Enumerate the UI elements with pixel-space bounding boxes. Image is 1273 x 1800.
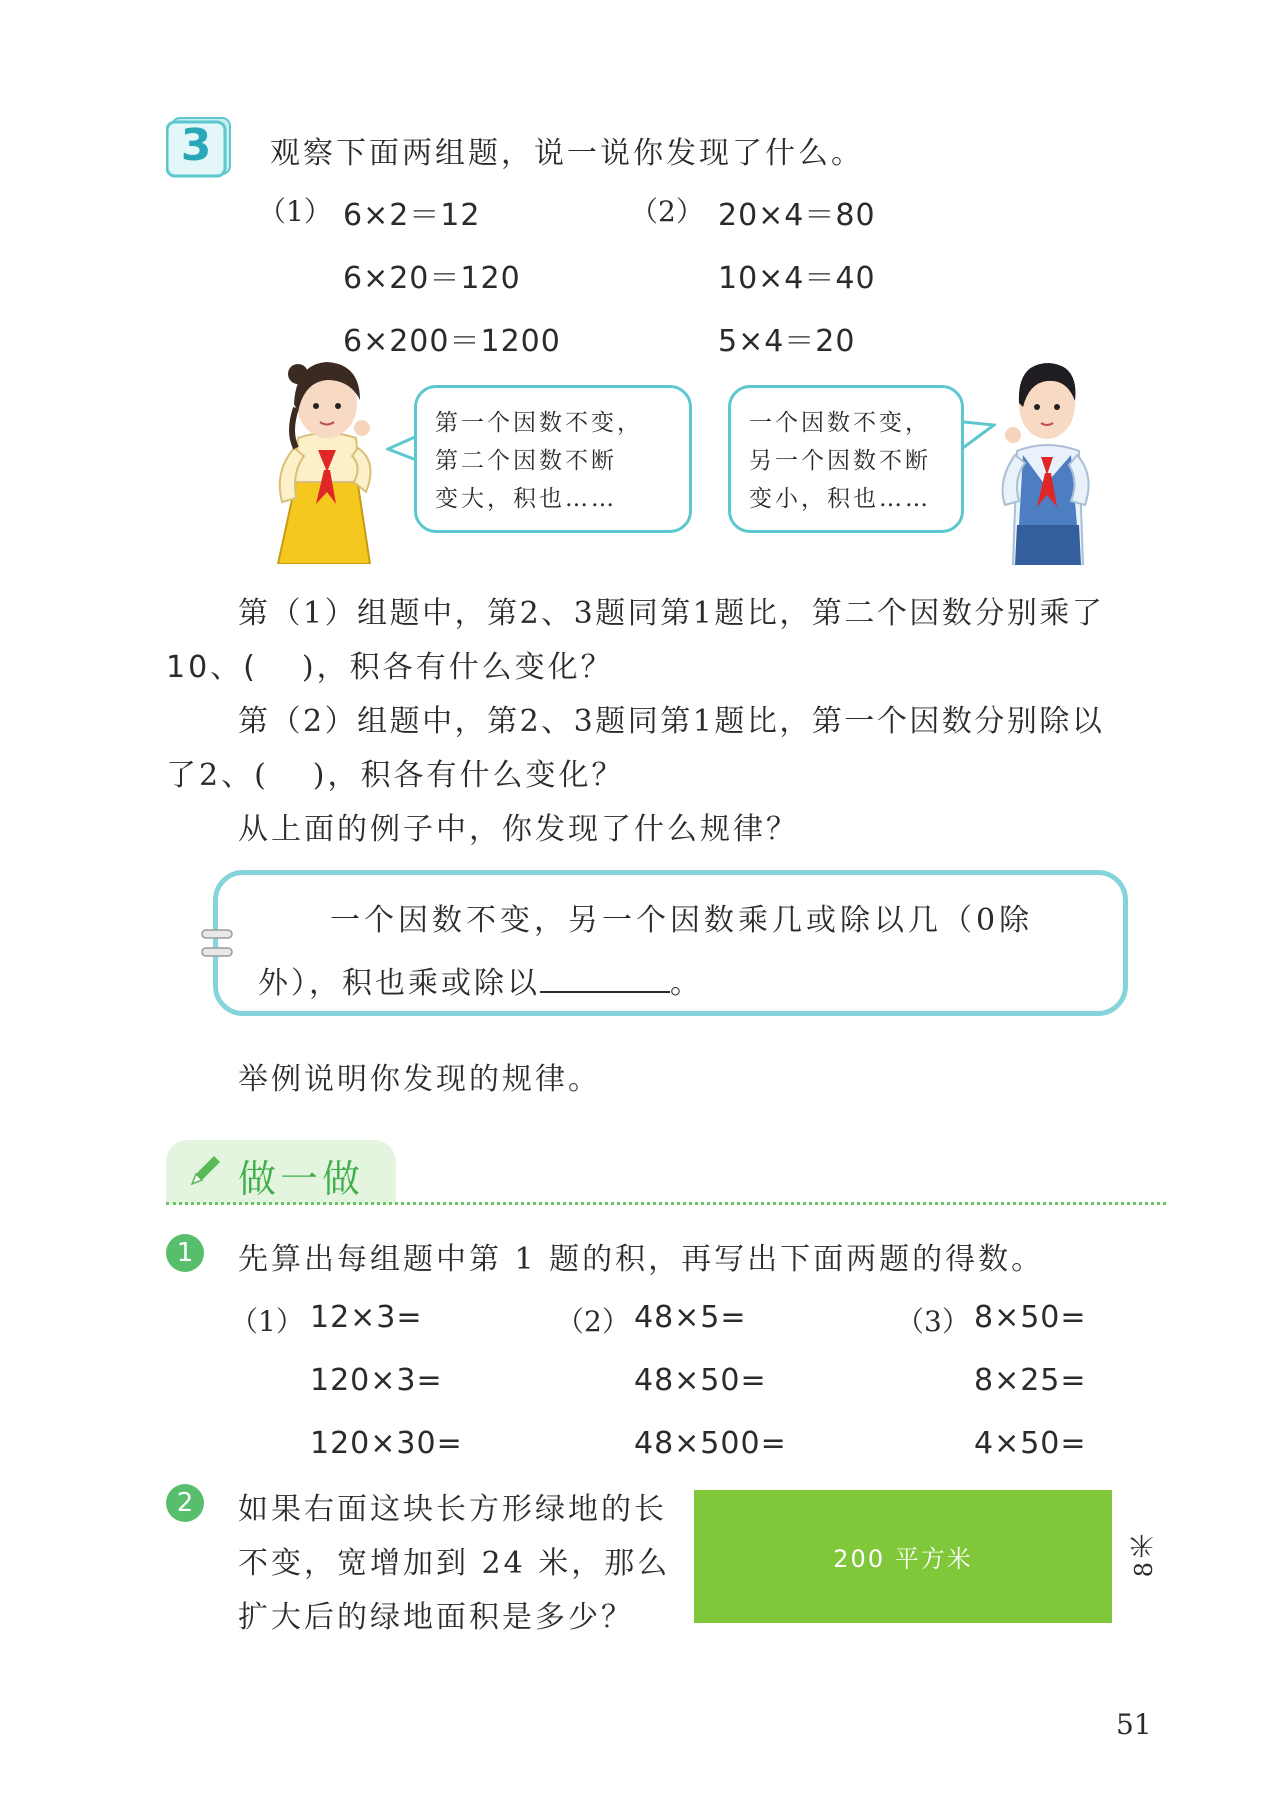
group2-equation-3: 5×4＝20 — [718, 324, 856, 359]
bubble-girl-line-1: 第一个因数不变， — [435, 410, 643, 436]
q1-group1-item-3: 120×30= — [310, 1426, 463, 1461]
practice-q2-line-2: 不变，宽增加到 24 米，那么 — [238, 1546, 671, 1581]
group2-equation-2: 10×4＝40 — [718, 261, 876, 296]
group2-label: （2） — [630, 195, 704, 228]
bubble-boy — [728, 385, 964, 533]
q1-group2-item-1: 48×5= — [634, 1300, 747, 1335]
bubble-boy-line-1: 一个因数不变， — [749, 410, 931, 436]
rule-line2-end: 。 — [670, 966, 703, 1001]
bubble-boy-line-3: 变小，积也…… — [749, 486, 931, 512]
q1-group2-item-2: 48×50= — [634, 1363, 767, 1398]
question2-line2-end: )，积各有什么变化？ — [312, 758, 625, 793]
rule-line1: 一个因数不变，另一个因数乘几或除以几（0除 — [330, 903, 1034, 938]
question1-line2 — [166, 642, 614, 686]
practice-q2-line-1: 如果右面这块长方形绿地的长 — [238, 1492, 667, 1527]
example-prompt-text: 举例说明你发现的规律。 — [238, 1062, 601, 1097]
width-label: 8米 — [1130, 1530, 1158, 1578]
group2-equation-1: 20×4＝80 — [718, 198, 876, 233]
q1-group2-label: （2） — [556, 1305, 630, 1338]
question2-line2 — [166, 750, 625, 794]
boy-illustration — [995, 355, 1100, 565]
question1-line2-end: )，积各有什么变化？ — [301, 650, 614, 685]
practice-q1-number: 1 — [166, 1234, 204, 1272]
question2-line2-start: 了2、( — [166, 758, 269, 793]
q1-group3-item-3: 4×50= — [974, 1426, 1087, 1461]
example-number: 3 — [180, 120, 212, 171]
group1-equation-2: 6×20＝120 — [343, 261, 521, 296]
rule-line2-start: 外），积也乘或除以 — [258, 966, 540, 1001]
bubble-boy-line-2: 另一个因数不断 — [749, 448, 931, 474]
girl-illustration — [270, 352, 388, 564]
pencil-icon — [186, 1152, 224, 1190]
question3: 从上面的例子中，你发现了什么规律？ — [238, 812, 799, 847]
bubble-girl-line-3: 变大，积也…… — [435, 486, 617, 512]
bubble-girl — [414, 385, 692, 533]
bubble-girl-line-2: 第二个因数不断 — [435, 448, 617, 474]
green-rectangle — [694, 1490, 1112, 1623]
practice-q1-text: 先算出每组题中第 1 题的积，再写出下面两题的得数。 — [238, 1242, 1045, 1277]
example-prompt: 观察下面两组题，说一说你发现了什么。 — [270, 136, 864, 171]
q1-group1-label: （1） — [230, 1305, 304, 1338]
rule-answer-blank[interactable] — [540, 965, 670, 993]
binder-clip-icon — [198, 926, 238, 962]
q1-group3-item-1: 8×50= — [974, 1300, 1087, 1335]
section-divider — [166, 1202, 1166, 1205]
group1-label: （1） — [258, 195, 332, 228]
q1-group3-item-2: 8×25= — [974, 1363, 1087, 1398]
question1-line2-start: 10、( — [166, 650, 258, 685]
question2-line1: 第（2）组题中，第2、3题同第1题比，第一个因数分别除以 — [238, 704, 1105, 739]
question1-line1: 第（1）组题中，第2、3题同第1题比，第二个因数分别乘了 — [238, 596, 1105, 631]
q1-group1-item-2: 120×3= — [310, 1363, 443, 1398]
example-number-badge — [166, 116, 232, 178]
area-label: 200 平方米 — [833, 1545, 973, 1573]
rule-line2 — [258, 958, 703, 1002]
practice-q2-line-3: 扩大后的绿地面积是多少？ — [238, 1600, 634, 1635]
practice-header-title: 做一做 — [238, 1157, 365, 1201]
q1-group2-item-3: 48×500= — [634, 1426, 787, 1461]
group1-equation-3: 6×200＝1200 — [343, 324, 561, 359]
page-number: 51 — [1116, 1708, 1152, 1741]
group1-equation-1: 6×2＝12 — [343, 198, 481, 233]
q1-group3-label: （3） — [896, 1305, 970, 1338]
practice-q2-number: 2 — [166, 1484, 204, 1522]
q1-group1-item-1: 12×3= — [310, 1300, 423, 1335]
